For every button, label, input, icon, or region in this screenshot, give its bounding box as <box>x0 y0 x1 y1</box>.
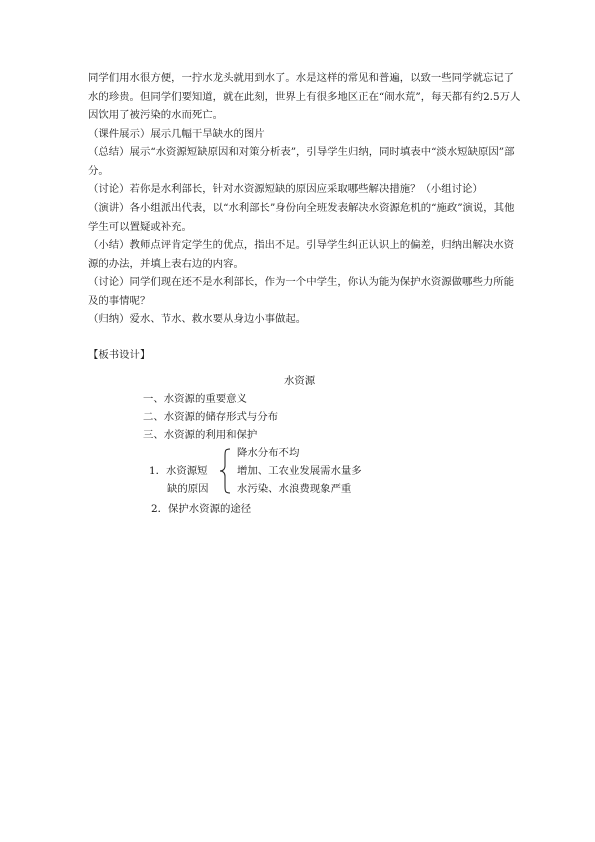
board-title: 水资源 <box>284 375 316 387</box>
induction-paragraph: （归纳）爱水、节水、救水要从身边小事做起。 <box>88 313 307 325</box>
board-item-2: 二、水资源的储存形式与分布 <box>143 411 279 423</box>
sub-item-2: 2．保护水资源的途径 <box>151 503 252 515</box>
sub-item-1-label-line2: 缺的原因 <box>167 483 209 495</box>
board-design-heading: 【板书设计】 <box>88 349 151 361</box>
speech-paragraph: （演讲）各小组派出代表，以“水利部长”身份向全班发表解决水资源危机的“施政”演说，其他学生可以置疑或补充。 <box>88 202 515 233</box>
discussion-paragraph-1: （讨论）若你是水利部长，针对水资源短缺的原因应采取哪些解决措施？（小组讨论） <box>88 183 483 195</box>
cause-2: 增加、工农业发展需水量多 <box>237 465 362 477</box>
discussion-paragraph-2: （讨论）同学们现在还不是水利部长，作为一个中学生，你认为能为保护水资源做哪些力所能及的事情呢？ <box>88 276 515 307</box>
summary-paragraph: （总结）展示“水资源短缺原因和对策分析表”，引导学生归纳，同时填表中“淡水短缺原因”部分。 <box>88 146 515 177</box>
cause-1: 降水分布不均 <box>237 447 300 459</box>
board-item-3: 三、水资源的利用和保护 <box>143 429 258 441</box>
conclusion-paragraph: （小结）教师点评肯定学生的优点，指出不足。引导学生纠正认识上的偏差，归纳出解决水资源的办法，并填上表右边的内容。 <box>88 239 515 270</box>
cause-3: 水污染、水浪费现象严重 <box>237 483 352 495</box>
intro-paragraph: 同学们用水很方便，一拧水龙头就用到水了。水是这样的常见和普遍，以致一些同学就忘记了水的珍贵。但同学们要知道，就在此刻，世界上有很多地区正在“闹水荒”，每天都有约2.5万人因饮用了被污染的水而死亡。 <box>88 72 521 122</box>
board-item-1: 一、水资源的重要意义 <box>143 393 247 405</box>
courseware-paragraph: （课件展示）展示几幅干旱缺水的图片 <box>88 128 265 140</box>
left-brace-icon <box>219 448 233 494</box>
sub-item-1-label-line1: 1．水资源短 <box>149 465 208 477</box>
